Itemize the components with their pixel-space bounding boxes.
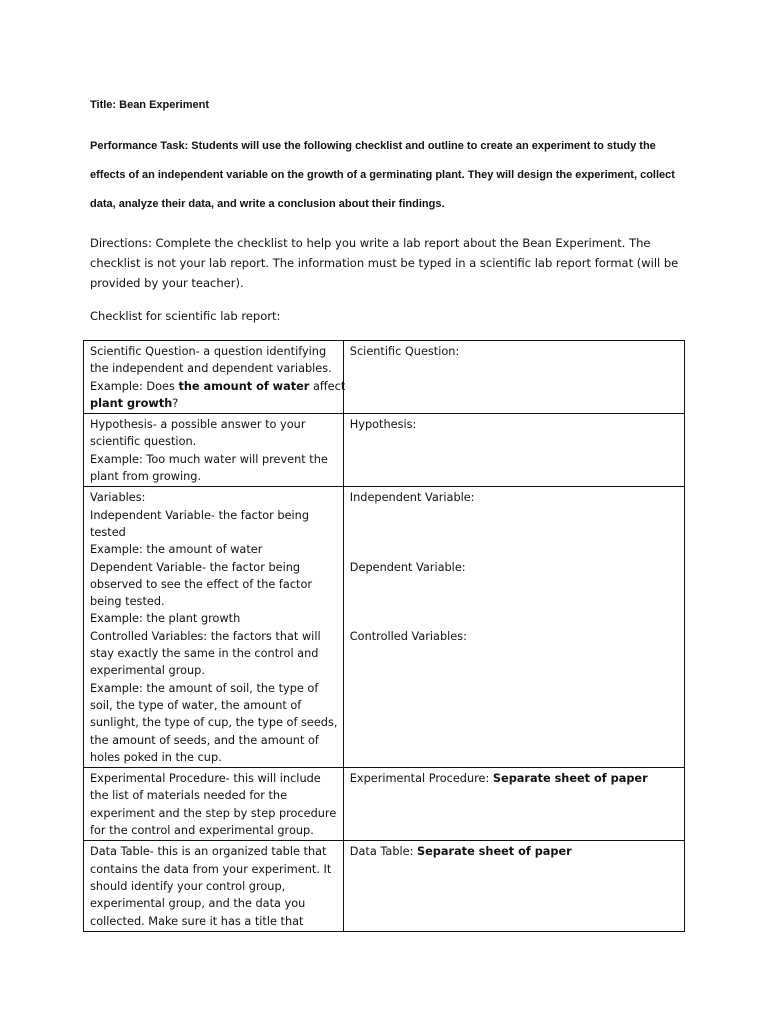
procedure-desc-line: experiment and the step by step procedure — [90, 806, 337, 820]
independent-variable-label: Independent Variable: — [349, 491, 475, 505]
checklist-heading: Checklist for scientific lab report: — [90, 309, 281, 323]
procedure-value: Separate sheet of paper — [492, 772, 648, 786]
variables-desc-line: observed to see the effect of the factor — [90, 577, 313, 591]
variables-answer-cell[interactable] — [343, 487, 684, 768]
directions — [90, 233, 690, 293]
question-example-line — [90, 378, 346, 395]
procedure-desc-line: Experimental Procedure- this will include — [90, 772, 321, 786]
variables-desc-line: soil, the type of water, the amount of — [90, 698, 302, 712]
variables-desc-line: Dependent Variable- the factor being — [90, 560, 301, 574]
procedure-desc-line: the list of materials needed for the — [90, 789, 288, 803]
document-title: Title: Bean Experiment — [90, 99, 209, 111]
data-table-desc-line: contains the data from your experiment. It — [90, 862, 332, 876]
variables-desc-line: sunlight, the type of cup, the type of seeds, — [90, 716, 338, 730]
table-row — [84, 841, 685, 931]
scientific-question-label: Scientific Question: — [349, 345, 460, 358]
hypothesis-desc-line: scientific question. — [90, 435, 197, 449]
variables-desc-line: the amount of seeds, and the amount of — [90, 733, 319, 747]
table-row — [84, 487, 685, 768]
data-table-description-cell — [84, 841, 344, 931]
data-table-value: Separate sheet of paper — [416, 845, 572, 859]
procedure-description-cell — [84, 768, 344, 841]
performance-task-line-2: effects of an independent variable on the growth of a germinating plant. They will design the experiment, collect — [90, 169, 675, 181]
data-table-answer-line — [350, 843, 678, 860]
variables-desc-line: Example: the plant growth — [90, 612, 241, 626]
variables-desc-line: Variables: — [90, 491, 146, 505]
variables-desc-line: Example: the amount of soil, the type of — [90, 681, 319, 695]
question-example-prefix: Example: Does — [90, 379, 179, 393]
data-table-desc-line: Data Table- this is an organized table that — [90, 845, 327, 859]
hypothesis-desc-line: plant from growing. — [90, 470, 202, 484]
question-desc-line: the independent and dependent variables. — [90, 362, 332, 376]
question-example-suffix: affect — [309, 379, 346, 393]
variables-description-cell — [84, 487, 344, 768]
directions-line-2: checklist is not your lab report. The information must be typed in a scientific lab report format (will be — [90, 256, 679, 270]
table-row — [84, 414, 685, 487]
variables-desc-line: experimental group. — [90, 664, 205, 678]
question-desc-line: Scientific Question- a question identifying — [90, 345, 327, 358]
question-mark: ? — [172, 396, 179, 410]
question-example-line-2 — [90, 395, 337, 412]
variables-desc-line: stay exactly the same in the control and — [90, 647, 319, 661]
question-answer-cell[interactable] — [343, 341, 684, 414]
hypothesis-desc-line: Example: Too much water will prevent the — [90, 452, 328, 466]
table-row — [84, 341, 685, 414]
dependent-variable-label: Dependent Variable: — [349, 560, 466, 574]
performance-task-line-3: data, analyze their data, and write a conclusion about their findings. — [90, 198, 445, 210]
data-table-desc-line: experimental group, and the data you — [90, 897, 306, 911]
variables-desc-line: Controlled Variables: the factors that will — [90, 629, 321, 643]
procedure-answer-cell[interactable] — [343, 768, 684, 841]
directions-line-1: Directions: Complete the checklist to help you write a lab report about the Bean Experiment. The — [90, 236, 651, 250]
variables-desc-line: Example: the amount of water — [90, 543, 263, 557]
hypothesis-answer-cell[interactable] — [343, 414, 684, 487]
variables-desc-line: Independent Variable- the factor being — [90, 508, 310, 522]
variables-desc-line: holes poked in the cup. — [90, 750, 222, 764]
checklist-table — [83, 340, 685, 932]
directions-line-3: provided by your teacher). — [90, 276, 244, 290]
question-description-cell — [84, 341, 344, 414]
data-table-desc-line: should identify your control group, — [90, 879, 286, 893]
question-example-bold-2: plant growth — [90, 396, 173, 410]
hypothesis-label: Hypothesis: — [349, 418, 417, 432]
hypothesis-desc-line: Hypothesis- a possible answer to your — [90, 418, 306, 432]
data-table-answer-cell[interactable] — [343, 841, 684, 931]
variables-desc-line: tested — [90, 525, 126, 539]
data-table-desc-line: collected. Make sure it has a title that — [90, 914, 304, 928]
variables-desc-line: being tested. — [90, 595, 165, 609]
performance-task-line-1: Performance Task: Students will use the following checklist and outline to create an experiment to study the — [90, 140, 656, 152]
procedure-label: Experimental Procedure: — [349, 772, 493, 786]
hypothesis-description-cell — [84, 414, 344, 487]
procedure-desc-line: for the control and experimental group. — [90, 824, 314, 838]
data-table-label: Data Table: — [349, 845, 417, 859]
procedure-answer-line — [350, 770, 678, 787]
controlled-variables-label: Controlled Variables: — [349, 629, 467, 643]
question-example-bold: the amount of water — [178, 379, 310, 393]
table-row — [84, 768, 685, 841]
